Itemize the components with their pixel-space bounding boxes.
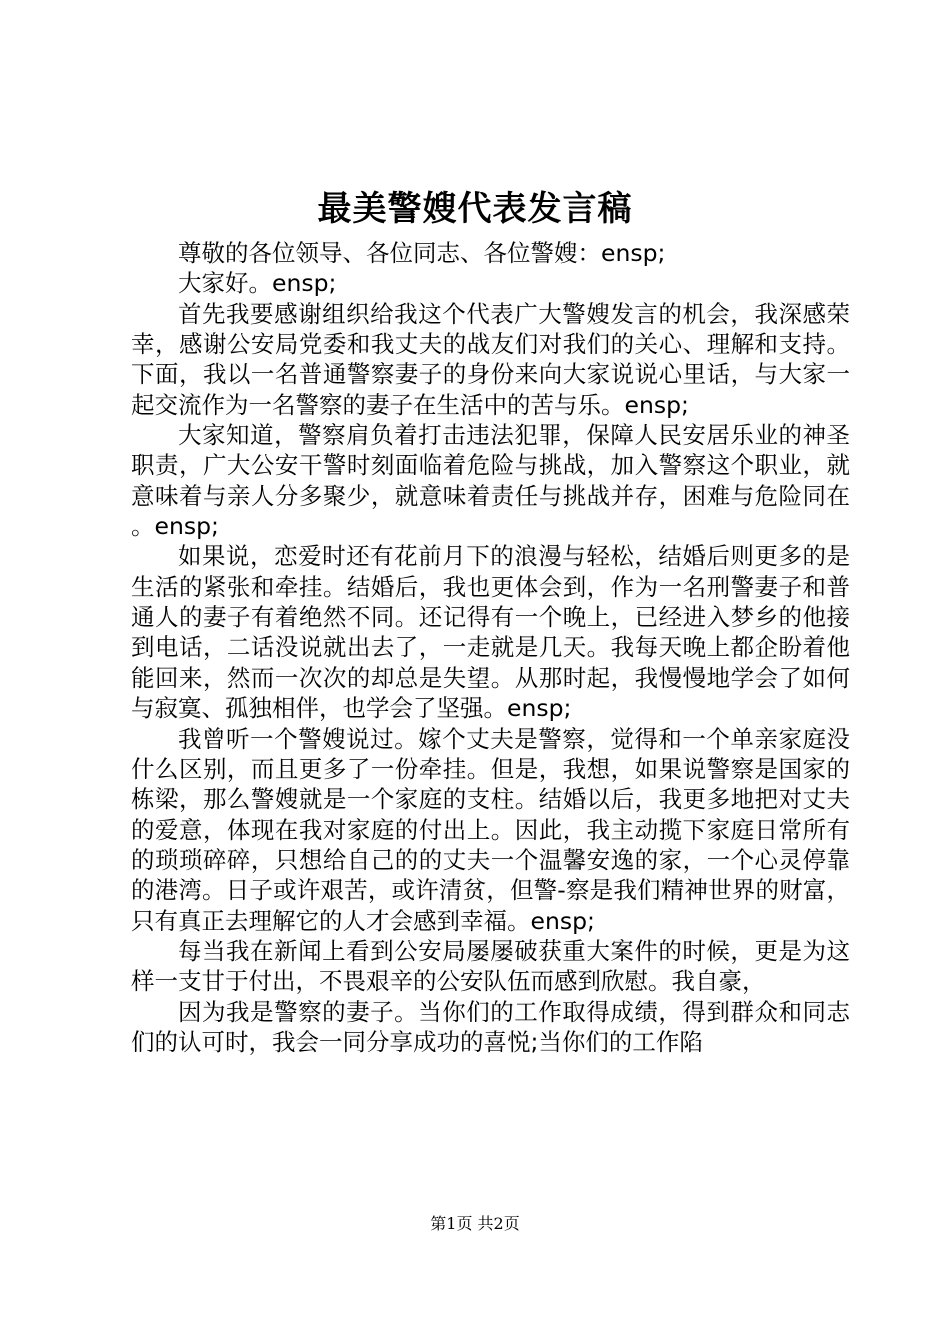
paragraph-pride: 因为我是警察的妻子。当你们的工作取得成绩，得到群众和同志们的认可时，我会一同分享成功的喜悦;当你们的工作陷	[131, 997, 850, 1056]
paragraph-greeting: 尊敬的各位领导、各位同志、各位警嫂：ensp;	[178, 239, 666, 267]
paragraph-marriage: 如果说，恋爱时还有花前月下的浪漫与轻松，结婚后则更多的是生活的紧张和牵挂。结婚后，我也更体会到，作为一名刑警妻子和普通人的妻子有着绝然不同。还记得有一个晚上，已经进入梦乡的他接到电话，二话没说就出去了，一走就是几天。我每天晚上都企盼着他能回来，然而一次次的却总是失望。从那时起，我慢慢地学会了如何与寂寞、孤独相伴，也学会了坚强。ensp;	[131, 542, 850, 723]
paragraph-police-duty: 大家知道，警察肩负着打击违法犯罪，保障人民安居乐业的神圣职责，广大公安干警时刻面临着危险与挑战，加入警察这个职业，就意味着与亲人分多聚少，就意味着责任与挑战并存，困难与危险同在。ensp;	[131, 421, 850, 541]
paragraph-news: 每当我在新闻上看到公安局屡屡破获重大案件的时候，更是为这样一支甘于付出，不畏艰辛的公安队伍而感到欣慰。我自豪，	[131, 936, 850, 996]
paragraph-thanks: 首先我要感谢组织给我这个代表广大警嫂发言的机会，我深感荣幸，感谢公安局党委和我丈夫的战友们对我们的关心、理解和支持。下面，我以一名普通警察妻子的身份来向大家说说心里话，与大家一起交流作为一名警察的妻子在生活中的苦与乐。ensp;	[131, 299, 850, 419]
document-body	[131, 238, 850, 1057]
page-footer: 第1页 共2页	[430, 1214, 520, 1233]
paragraph-hello: 大家好。ensp;	[178, 269, 337, 298]
paragraph-family-pillar: 我曾听一个警嫂说过。嫁个丈夫是警察，觉得和一个单亲家庭没什么区别，而且更多了一份牵挂。但是，我想，如果说警察是国家的栋梁，那么警嫂就是一个家庭的支柱。结婚以后，我更多地把对丈夫的爱意，体现在我对家庭的付出上。因此，我主动揽下家庭日常所有的琐琐碎碎，只想给自己的的丈夫一个温馨安逸的家，一个心灵停靠的港湾。日子或许艰苦，或许清贫，但警-察是我们精神世界的财富，只有真正去理解它的人才会感到幸福。ensp;	[131, 724, 850, 935]
document-title: 最美警嫂代表发言稿	[317, 189, 633, 229]
